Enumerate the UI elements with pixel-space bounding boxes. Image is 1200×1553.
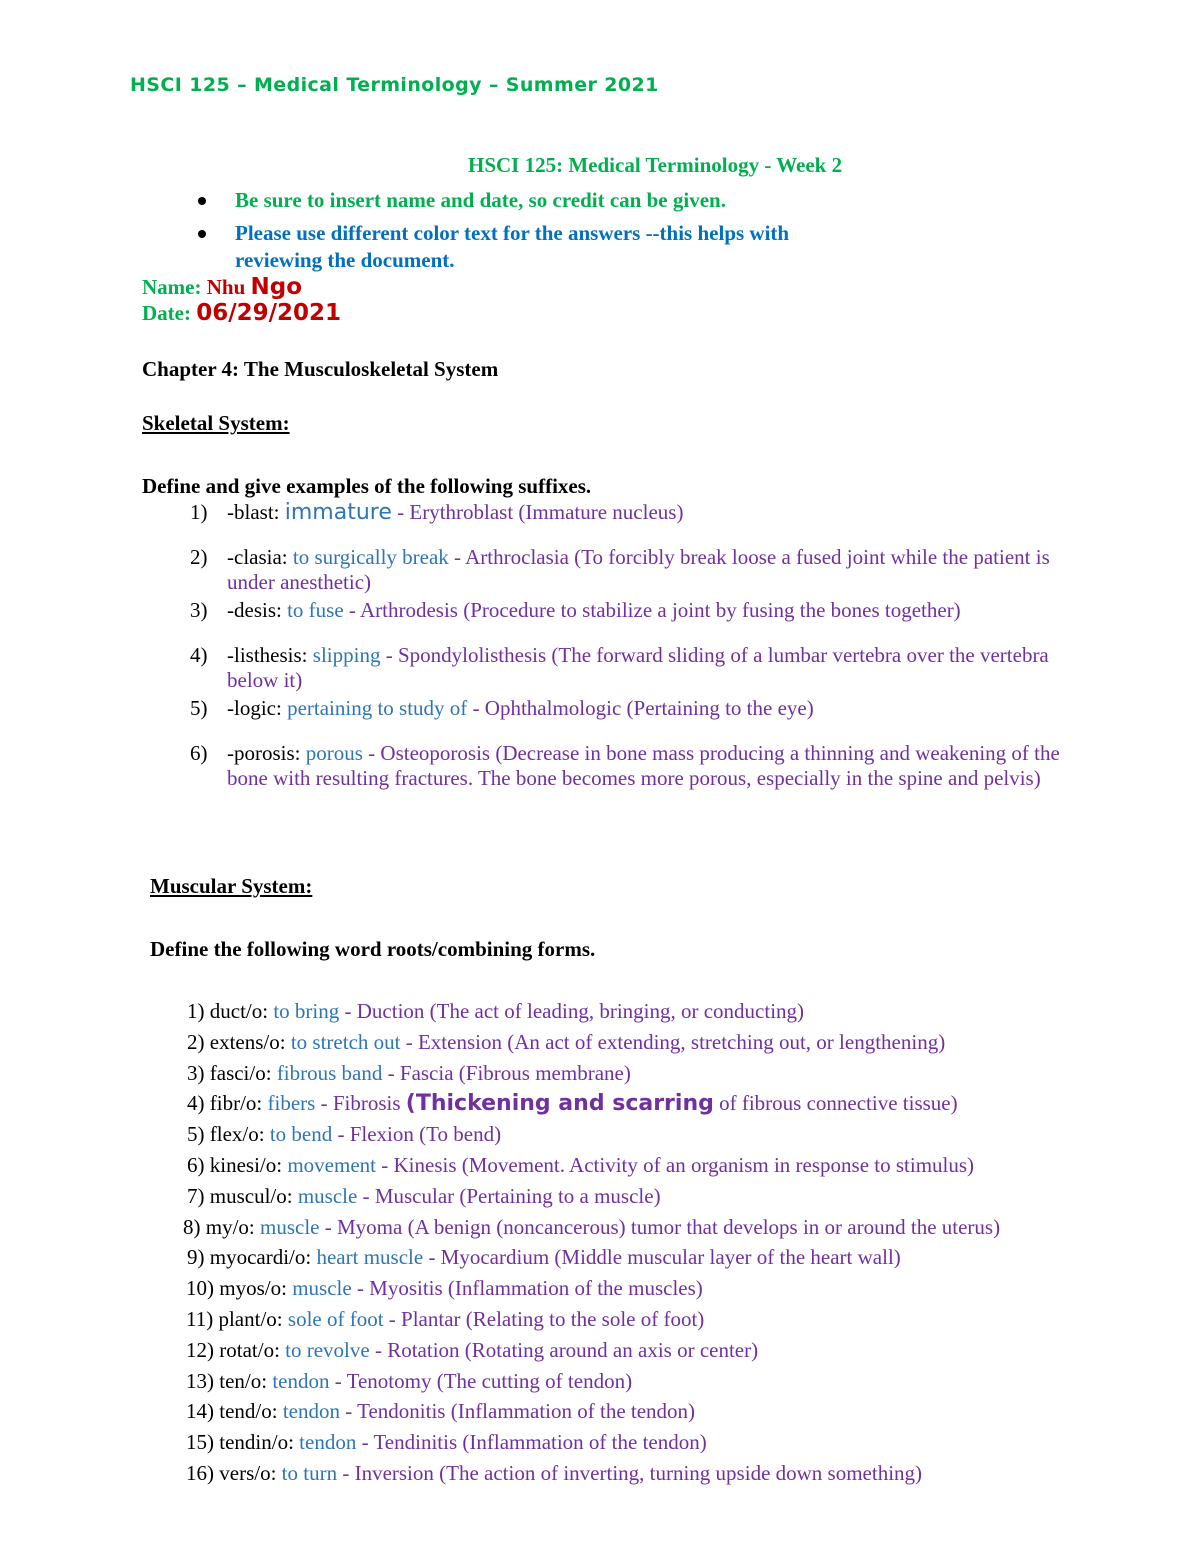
root-example: - Rotation (Rotating around an axis or center) <box>374 1338 759 1362</box>
root-definition: to bend <box>269 1122 333 1146</box>
root-definition: tendon <box>299 1430 357 1454</box>
root-example: - Plantar (Relating to the sole of foot) <box>388 1307 705 1331</box>
root-example-emphasis: (Thickening and scarring <box>405 1091 714 1116</box>
suffix-definition: to fuse <box>287 598 344 622</box>
root-term: rotat/o: <box>219 1338 280 1362</box>
root-definition: muscle <box>260 1215 320 1239</box>
suffix-list-item <box>190 500 1090 525</box>
root-term: fasci/o: <box>209 1061 272 1085</box>
list-body <box>227 696 1090 721</box>
root-list-item <box>186 1307 704 1332</box>
root-list-item <box>187 1061 631 1086</box>
list-number: 16) <box>186 1461 214 1485</box>
bullet-text: Please use different color text for the answers --this helps with reviewing the document. <box>235 221 790 272</box>
date-label: Date: <box>142 301 191 325</box>
skeletal-system-heading: Skeletal System: <box>142 411 290 435</box>
root-example: - Myoma (A benign (noncancerous) tumor that develops in or around the uterus) <box>324 1215 1001 1239</box>
list-number: 1) <box>187 999 205 1023</box>
suffix-term: -listhesis: <box>227 643 308 667</box>
suffix-term: -blast: <box>227 500 280 524</box>
suffix-term: -logic: <box>227 696 282 720</box>
root-definition: to revolve <box>285 1338 370 1362</box>
skeletal-instruction: Define and give examples of the following suffixes. <box>142 474 592 498</box>
list-number: 2) <box>187 1030 205 1054</box>
root-definition: sole of foot <box>287 1307 384 1331</box>
root-term: ten/o: <box>219 1369 268 1393</box>
date-value: 06/29/2021 <box>196 300 342 326</box>
root-definition: fibrous band <box>276 1061 383 1085</box>
list-number: 1) <box>190 500 208 524</box>
list-number: 13) <box>186 1369 214 1393</box>
root-term: muscul/o: <box>209 1184 293 1208</box>
root-example: - Fascia (Fibrous membrane) <box>387 1061 631 1085</box>
root-list-item <box>187 1030 945 1055</box>
root-definition: to turn <box>281 1461 338 1485</box>
suffix-list-item <box>190 545 1090 595</box>
suffix-definition: pertaining to study of <box>287 696 468 720</box>
suffix-list-item <box>190 643 1090 693</box>
root-list-item <box>186 1430 707 1455</box>
suffix-definition: slipping <box>312 643 381 667</box>
root-definition: muscle <box>297 1184 358 1208</box>
root-term: tend/o: <box>219 1399 278 1423</box>
document-header-title: HSCI 125 – Medical Terminology – Summer 2021 <box>130 74 659 96</box>
list-body <box>227 598 1090 623</box>
list-number: 2) <box>190 545 208 569</box>
suffix-term: -desis: <box>227 598 282 622</box>
root-definition: fibers <box>267 1091 316 1115</box>
list-body <box>227 643 1090 693</box>
root-term: myos/o: <box>219 1276 287 1300</box>
suffix-example: - Arthrodesis (Procedure to stabilize a joint by fusing the bones together) <box>348 598 961 622</box>
root-list-item <box>187 1122 501 1147</box>
root-term: kinesi/o: <box>209 1153 283 1177</box>
list-number: 10) <box>186 1276 214 1300</box>
root-list-item <box>186 1338 758 1363</box>
root-term: duct/o: <box>209 999 269 1023</box>
list-number: 8) <box>183 1215 201 1239</box>
root-example: - Tenotomy (The cutting of tendon) <box>334 1369 633 1393</box>
root-definition: tendon <box>272 1369 330 1393</box>
list-number: 6) <box>187 1153 205 1177</box>
list-body <box>227 741 1090 791</box>
name-first: Nhu <box>206 275 246 299</box>
root-example: - Fibrosis <box>320 1091 401 1115</box>
root-example: - Tendonitis (Inflammation of the tendon) <box>345 1399 696 1423</box>
root-list-item <box>186 1369 632 1394</box>
root-list-item <box>187 1184 661 1209</box>
root-list-item <box>187 1091 958 1116</box>
bullet-item-color <box>198 220 875 274</box>
root-list-item <box>187 999 804 1024</box>
root-term: flex/o: <box>209 1122 265 1146</box>
root-list-item <box>186 1399 695 1424</box>
name-last: Ngo <box>250 274 303 300</box>
suffix-example: - Ophthalmologic (Pertaining to the eye) <box>472 696 814 720</box>
root-definition: muscle <box>292 1276 352 1300</box>
root-list-item <box>186 1461 922 1486</box>
root-example: - Muscular (Pertaining to a muscle) <box>362 1184 661 1208</box>
root-term: plant/o: <box>218 1307 283 1331</box>
suffix-list-item <box>190 741 1090 791</box>
root-example: - Tendinitis (Inflammation of the tendon) <box>361 1430 707 1454</box>
suffix-term: -clasia: <box>227 545 288 569</box>
suffix-example: - Arthroclasia (To forcibly break loose a fused joint while the patient is under anesthetic) <box>227 545 1050 594</box>
suffix-definition: to surgically break <box>292 545 449 569</box>
list-number: 9) <box>187 1245 205 1269</box>
name-line <box>142 274 302 300</box>
root-example: - Kinesis (Movement. Activity of an organism in response to stimulus) <box>381 1153 975 1177</box>
root-term: fibr/o: <box>209 1091 263 1115</box>
root-example: - Myositis (Inflammation of the muscles) <box>356 1276 703 1300</box>
name-label: Name: <box>142 275 202 299</box>
root-example: - Extension (An act of extending, stretching out, or lengthening) <box>405 1030 946 1054</box>
list-number: 15) <box>186 1430 214 1454</box>
root-term: tendin/o: <box>219 1430 294 1454</box>
suffix-term: -porosis: <box>227 741 301 765</box>
root-example: - Flexion (To bend) <box>337 1122 502 1146</box>
suffix-example: - Osteoporosis (Decrease in bone mass producing a thinning and weakening of the bone with resulting fractures. The bone becomes more porous, especially in the spine and pelvis) <box>227 741 1060 790</box>
chapter-title: Chapter 4: The Musculoskeletal System <box>142 357 499 381</box>
root-definition: tendon <box>282 1399 340 1423</box>
list-number: 3) <box>190 598 208 622</box>
date-line <box>142 300 341 326</box>
root-list-item <box>187 1153 974 1178</box>
week-title: HSCI 125: Medical Terminology - Week 2 <box>468 153 843 177</box>
muscular-system-heading: Muscular System: <box>150 874 313 898</box>
bullet-item-credit <box>198 187 875 214</box>
muscular-instruction: Define the following word roots/combining forms. <box>150 937 596 961</box>
root-term: myocardi/o: <box>209 1245 312 1269</box>
root-example: of fibrous connective tissue) <box>719 1091 958 1115</box>
suffix-definition: porous <box>305 741 363 765</box>
list-number: 6) <box>190 741 208 765</box>
root-example: - Duction (The act of leading, bringing, or conducting) <box>344 999 805 1023</box>
root-term: vers/o: <box>219 1461 277 1485</box>
list-number: 4) <box>187 1091 205 1115</box>
list-number: 12) <box>186 1338 214 1362</box>
list-number: 7) <box>187 1184 205 1208</box>
suffix-example: - Spondylolisthesis (The forward sliding of a lumbar vertebra over the vertebra below it) <box>227 643 1049 692</box>
root-term: my/o: <box>205 1215 255 1239</box>
list-number: 5) <box>187 1122 205 1146</box>
list-number: 11) <box>186 1307 214 1331</box>
bullet-text: Be sure to insert name and date, so credit can be given. <box>235 188 726 212</box>
root-definition: movement <box>287 1153 376 1177</box>
list-number: 14) <box>186 1399 214 1423</box>
list-body <box>227 545 1090 595</box>
list-body <box>227 500 1090 525</box>
bullet-icon <box>198 197 206 205</box>
root-list-item <box>183 1215 1000 1240</box>
root-term: extens/o: <box>209 1030 286 1054</box>
root-definition: to stretch out <box>290 1030 401 1054</box>
list-number: 5) <box>190 696 208 720</box>
list-number: 4) <box>190 643 208 667</box>
root-list-item <box>186 1276 703 1301</box>
suffix-example: - Erythroblast (Immature nucleus) <box>397 500 684 524</box>
bullet-icon <box>198 230 206 238</box>
suffix-definition: immature <box>284 500 392 525</box>
root-example: - Myocardium (Middle muscular layer of the heart wall) <box>428 1245 901 1269</box>
suffix-list-item <box>190 598 1090 623</box>
root-definition: heart muscle <box>316 1245 424 1269</box>
suffix-list-item <box>190 696 1090 721</box>
root-example: - Inversion (The action of inverting, turning upside down something) <box>342 1461 923 1485</box>
root-list-item <box>187 1245 901 1270</box>
list-number: 3) <box>187 1061 205 1085</box>
root-definition: to bring <box>273 999 340 1023</box>
